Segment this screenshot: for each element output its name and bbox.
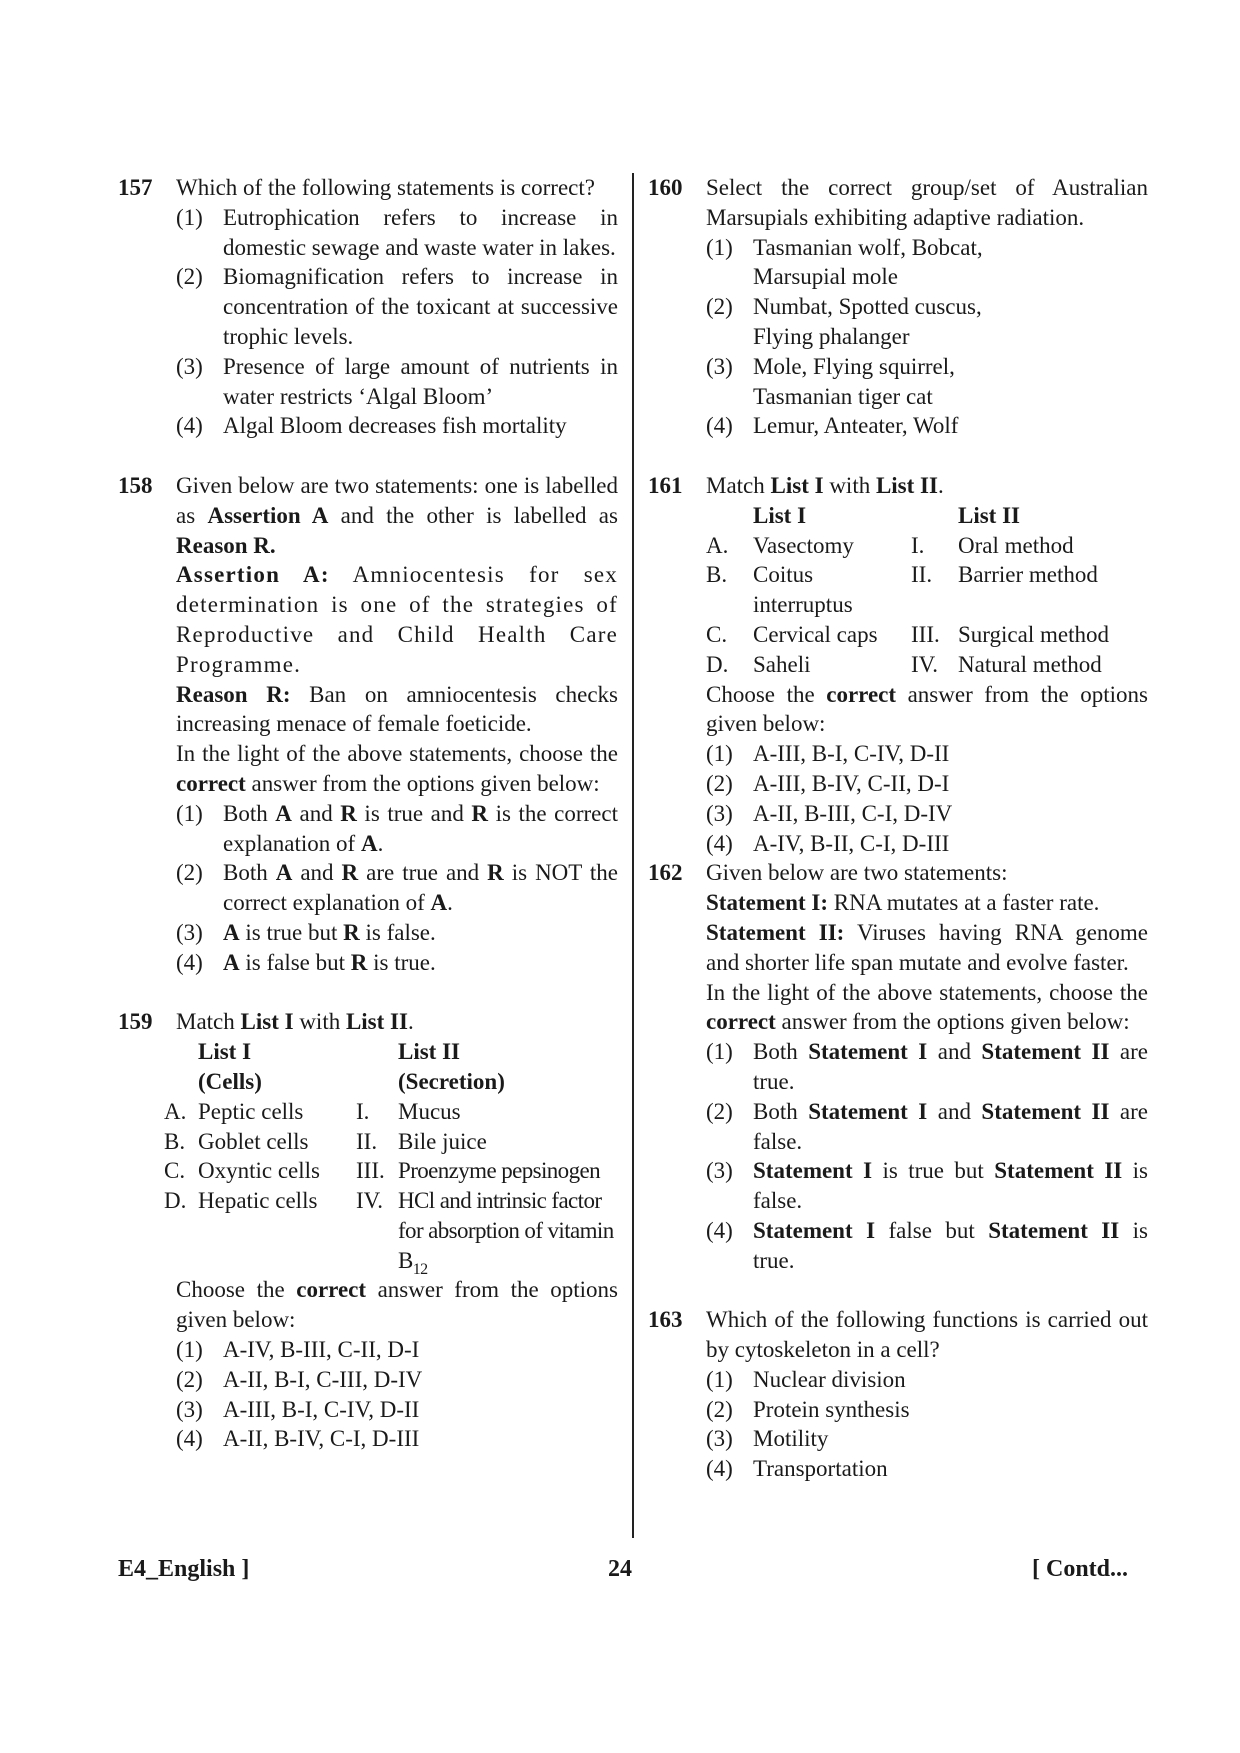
question-161 — [648, 471, 1148, 858]
option-2: (2) Both A and R are true and R is NOT the correct explanation of A. — [176, 860, 619, 916]
question-157 — [118, 173, 618, 441]
question-number: 162 — [648, 860, 683, 886]
table-row: B. Goblet cells II. Bile juice — [164, 1128, 487, 1154]
option-2: (2) Protein synthesis — [706, 1396, 910, 1422]
option-1: (1) Nuclear division — [706, 1366, 906, 1392]
question-number: 163 — [648, 1307, 683, 1333]
option-2: (2) A-II, B-I, C-III, D-IV — [176, 1366, 423, 1392]
question-number: 158 — [118, 472, 153, 498]
option-1: (1) Tasmanian wolf, Bobcat, Marsupial mole — [706, 234, 983, 290]
statement-1: Statement I: RNA mutates at a faster rate. — [706, 890, 1100, 916]
option-4: (4) A is false but R is true. — [176, 949, 436, 975]
option-1: (1) A-IV, B-III, C-II, D-I — [176, 1337, 420, 1363]
assertion: Assertion A: Amniocentesis for sex determination is one of the strategies of Reproductive and Child Health Care Programme. — [176, 562, 619, 677]
option-4: (4) Algal Bloom decreases fish mortality — [176, 413, 567, 439]
question-stem: Given below are two statements: one is labelled as Assertion A and the other is labelled as Reason R. — [176, 472, 618, 558]
left-column — [118, 173, 618, 1454]
question-number: 161 — [648, 472, 683, 498]
option-4: (4) A-IV, B-II, C-I, D-III — [706, 830, 950, 856]
option-4: (4) Lemur, Anteater, Wolf — [706, 413, 959, 439]
option-3: (3) A-III, B-I, C-IV, D-II — [176, 1396, 420, 1422]
option-4: (4) A-II, B-IV, C-I, D-III — [176, 1426, 420, 1452]
footer-contd: [ Contd... — [1032, 1556, 1129, 1582]
question-number: 159 — [118, 1009, 153, 1035]
statement-2: Statement II: Viruses having RNA genome and shorter life span mutate and evolve faster. — [706, 919, 1148, 975]
reason: Reason R: Ban on amniocentesis checks increasing menace of female foeticide. — [176, 681, 618, 737]
option-3: (3) A-II, B-III, C-I, D-IV — [706, 800, 953, 826]
question-158 — [118, 471, 618, 978]
table-row: C. Cervical caps III. Surgical method — [706, 621, 1109, 647]
right-column — [648, 173, 1148, 1484]
question-stem: Given below are two statements: — [706, 860, 1008, 886]
option-3: (3) Mole, Flying squirrel, Tasmanian tiger cat — [706, 353, 955, 409]
option-3: (3) Statement I is true but Statement II is false. — [706, 1158, 1149, 1214]
question-160 — [648, 173, 1148, 441]
table-row: B. Coitus interruptus II. Barrier method — [706, 562, 1098, 618]
question-stem: Which of the following statements is correct? — [176, 175, 595, 200]
table-row: C. Oxyntic cells III. Proenzyme pepsinogen — [164, 1158, 600, 1184]
instruction: Choose the correct answer from the options given below: — [706, 681, 1148, 737]
match-table: List I List II A. Vasectomy I. Oral method B. Coitus interruptus II. Barrier method C. Cervical caps III. Surgical method D. Saheli IV. Natural method — [706, 501, 1109, 680]
option-2: (2) Numbat, Spotted cuscus, Flying phalanger — [706, 294, 982, 349]
question-162 — [648, 858, 1148, 1275]
question-stem: Select the correct group/set of Australian Marsupials exhibiting adaptive radiation. — [706, 175, 1148, 230]
option-3: (3) A is true but R is false. — [176, 919, 436, 945]
option-1: (1) Both Statement I and Statement II are true. — [706, 1039, 1148, 1094]
table-row: D. Saheli IV. Natural method — [706, 651, 1102, 677]
question-163 — [648, 1305, 1148, 1484]
footer-code: E4_English ] — [118, 1556, 250, 1582]
question-number: 160 — [648, 175, 683, 200]
option-2: (2) Biomagnification refers to increase in concentration of the toxicant at successive trophic levels. — [176, 264, 618, 349]
column-divider — [632, 173, 634, 1538]
table-row: D. Hepatic cells IV. HCl and intrinsic factor for absorption of vitamin $B_{12}$ — [164, 1188, 614, 1278]
table-row: A. Peptic cells I. Mucus — [164, 1098, 461, 1124]
question-stem: Match List I with List II. — [706, 472, 944, 498]
option-3: (3) Presence of large amount of nutrients in water restricts ‘Algal Bloom’ — [176, 353, 618, 409]
option-4: (4) Statement I false but Statement II is true. — [706, 1217, 1149, 1273]
match-table: List I List II (Cells) (Secretion) A. Peptic cells I. Mucus B. Goblet cells II. Bile juice C. Oxyntic cells III. Proenzyme pepsinogen D. Hepatic cells IV. HCl and intrinsic factor for absorption of vitamin $B_{12}$ — [164, 1037, 618, 1275]
instruction: In the light of the above statements, choose the correct answer from the options given below: — [706, 979, 1148, 1035]
option-2: (2) A-III, B-IV, C-II, D-I — [706, 770, 950, 796]
instruction: Choose the correct answer from the options given below: — [176, 1277, 618, 1333]
table-row: A. Vasectomy I. Oral method — [706, 532, 1074, 558]
question-159 — [118, 1007, 618, 1454]
option-3: (3) Motility — [706, 1426, 829, 1452]
question-number: 157 — [118, 175, 153, 200]
option-1: (1) A-III, B-I, C-IV, D-II — [706, 741, 950, 767]
option-1: (1) Eutrophication refers to increase in domestic sewage and waste water in lakes. — [176, 204, 618, 260]
option-2: (2) Both Statement I and Statement II are false. — [706, 1098, 1148, 1154]
option-4: (4) Transportation — [706, 1456, 888, 1482]
page-number: 24 — [608, 1556, 632, 1582]
question-stem: Match List I with List II. — [176, 1009, 414, 1035]
question-stem: Which of the following functions is carried out by cytoskeleton in a cell? — [706, 1307, 1148, 1363]
instruction: In the light of the above statements, choose the correct answer from the options given below: — [176, 741, 618, 796]
option-1: (1) Both A and R is true and R is the correct explanation of A. — [176, 800, 618, 856]
